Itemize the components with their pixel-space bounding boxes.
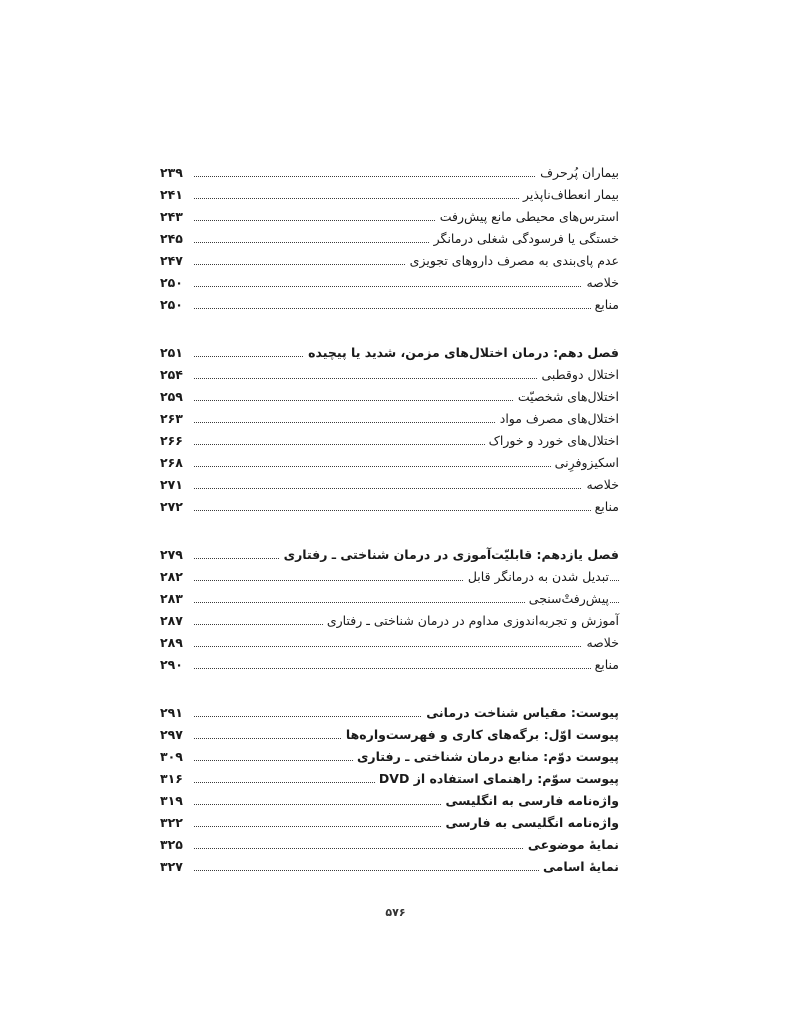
toc-entry: [160, 364, 619, 386]
toc-entry-title: خلاصه: [582, 474, 619, 496]
toc-entry: [160, 746, 619, 768]
toc-entry-page: ۳۲۲: [160, 815, 183, 830]
toc-entry-title: اختلال‌های خورد و خوراک: [485, 430, 619, 452]
toc-entry-title: واژه‌نامه فارسی به انگلیسی: [442, 790, 620, 812]
toc-entry: [160, 544, 619, 566]
toc-entry-page: ۲۵۹: [160, 389, 183, 404]
toc-entry: [160, 768, 619, 790]
toc-entry-title: فصل دهم: درمان اختلال‌های مزمن، شدید یا پیچیده: [304, 342, 619, 364]
toc-entry-title: پیوست سوّم: راهنمای استفاده از DVD: [375, 768, 619, 790]
toc-entry: [160, 228, 619, 250]
toc-entry: [160, 452, 619, 474]
toc-entry: [160, 250, 619, 272]
toc-entry: [160, 834, 619, 856]
toc-entry-title: پیوست دوّم: منابع درمان شناختی ـ رفتاری: [353, 746, 619, 768]
toc-entry: [160, 474, 619, 496]
toc-entry-title: آموزش و تجربه‌اندوزی مداوم در درمان شناختی ـ رفتاری: [323, 610, 619, 632]
toc-entry: [160, 272, 619, 294]
section-gap: [160, 518, 619, 544]
toc-entry-page: ۲۶۳: [160, 411, 183, 426]
toc-entry-page: ۳۰۹: [160, 749, 183, 764]
toc-entry-page: ۲۷۱: [160, 477, 183, 492]
toc-section: [160, 702, 619, 878]
toc-entry-page: ۲۵۴: [160, 367, 183, 382]
toc-entry-title: خلاصه: [582, 272, 619, 294]
toc-entry-page: ۲۷۲: [160, 499, 183, 514]
toc-entry-title: نمایهٔ اسامی: [539, 856, 619, 878]
toc-entry-title: خستگی یا فرسودگی شغلی درمانگر: [430, 228, 619, 250]
toc-entry: [160, 386, 619, 408]
toc-entry-title: پیش‌رفتْ‌سنجی: [525, 588, 609, 610]
toc-entry-page: ۳۲۵: [160, 837, 183, 852]
toc-section: [160, 544, 619, 676]
toc-entry: [160, 610, 619, 632]
dot-leader: [194, 488, 619, 489]
toc-entry: [160, 342, 619, 364]
toc-entry-title: منابع: [591, 294, 619, 316]
toc-entry: [160, 496, 619, 518]
section-gap: [160, 676, 619, 702]
toc-entry: [160, 702, 619, 724]
toc-entry-page: ۲۸۲: [160, 569, 183, 584]
dot-leader: [194, 286, 619, 287]
toc-entry: [160, 856, 619, 878]
toc-entry-title: اختلال دوقطبی: [537, 364, 619, 386]
toc-entry: [160, 588, 619, 610]
toc-entry: [160, 162, 619, 184]
toc-entry-title: تبدیل شدن به درمانگر قابل: [464, 566, 609, 588]
toc-entry: [160, 408, 619, 430]
dot-leader: [194, 646, 619, 647]
toc-entry: [160, 654, 619, 676]
toc-entry-page: ۲۹۷: [160, 727, 183, 742]
toc-entry-page: ۲۷۹: [160, 547, 183, 562]
toc-entry-title: بیماران پُرحرف: [536, 162, 619, 184]
toc-entry-page: ۲۵۱: [160, 345, 183, 360]
toc-entry-title: فصل یازدهم: قابلیّت‌آموزی در درمان شناختی ـ رفتاری: [280, 544, 619, 566]
toc-entry-page: ۲۴۷: [160, 253, 183, 268]
toc-entry: [160, 724, 619, 746]
toc-entry-page: ۳۲۷: [160, 859, 183, 874]
toc-entry: [160, 632, 619, 654]
toc-entry-page: ۲۵۰: [160, 275, 183, 290]
toc-section: [160, 342, 619, 518]
section-gap: [160, 316, 619, 342]
toc-entry-title: منابع: [591, 654, 619, 676]
toc-entry-page: ۲۹۱: [160, 705, 183, 720]
toc-entry-page: ۲۸۳: [160, 591, 183, 606]
toc-entry: [160, 206, 619, 228]
toc-entry-title: عدم پای‌بندی به مصرف داروهای تجویزی: [406, 250, 619, 272]
toc-entry-page: ۳۱۹: [160, 793, 183, 808]
toc-entry-title: واژه‌نامه انگلیسی به فارسی: [442, 812, 620, 834]
toc-entry-title: اختلال‌های مصرف مواد: [496, 408, 619, 430]
toc-entry-title: خلاصه: [582, 632, 619, 654]
toc-entry-page: ۲۳۹: [160, 165, 183, 180]
dot-leader: [194, 510, 619, 511]
toc-entry: [160, 812, 619, 834]
toc-entry: [160, 294, 619, 316]
toc-entry-page: ۲۶۸: [160, 455, 183, 470]
toc-entry-page: ۳۱۶: [160, 771, 183, 786]
toc-entry-title: منابع: [591, 496, 619, 518]
toc-entry-title: پیوست اوّل: برگه‌های کاری و فهرست‌واره‌ها: [342, 724, 619, 746]
table-of-contents: [160, 162, 619, 878]
toc-entry-page: ۲۴۳: [160, 209, 183, 224]
toc-entry-title: پیوست: مقیاس شناخت درمانی: [422, 702, 619, 724]
dot-leader: [194, 308, 619, 309]
toc-entry: [160, 566, 619, 588]
toc-entry-title: بیمار انعطاف‌ناپذیر: [519, 184, 619, 206]
toc-entry: [160, 790, 619, 812]
toc-entry-title: نمایهٔ موضوعی: [524, 834, 619, 856]
toc-section: [160, 162, 619, 316]
toc-entry-page: ۲۶۶: [160, 433, 183, 448]
toc-entry: [160, 430, 619, 452]
toc-entry-title: اختلال‌های شخصیّت: [514, 386, 619, 408]
dot-leader: [194, 668, 619, 669]
toc-entry-page: ۲۴۵: [160, 231, 183, 246]
toc-entry-page: ۲۵۰: [160, 297, 183, 312]
page-number: ۵۷۶: [385, 906, 406, 919]
toc-entry-page: ۲۸۷: [160, 613, 183, 628]
toc-entry-page: ۲۴۱: [160, 187, 183, 202]
toc-entry-page: ۲۸۹: [160, 635, 183, 650]
toc-entry-page: ۲۹۰: [160, 657, 183, 672]
toc-entry-title: استرس‌های محیطی مانع پیش‌رفت: [436, 206, 619, 228]
toc-entry-title: اسکیزوفرِنی: [551, 452, 619, 474]
toc-entry: [160, 184, 619, 206]
